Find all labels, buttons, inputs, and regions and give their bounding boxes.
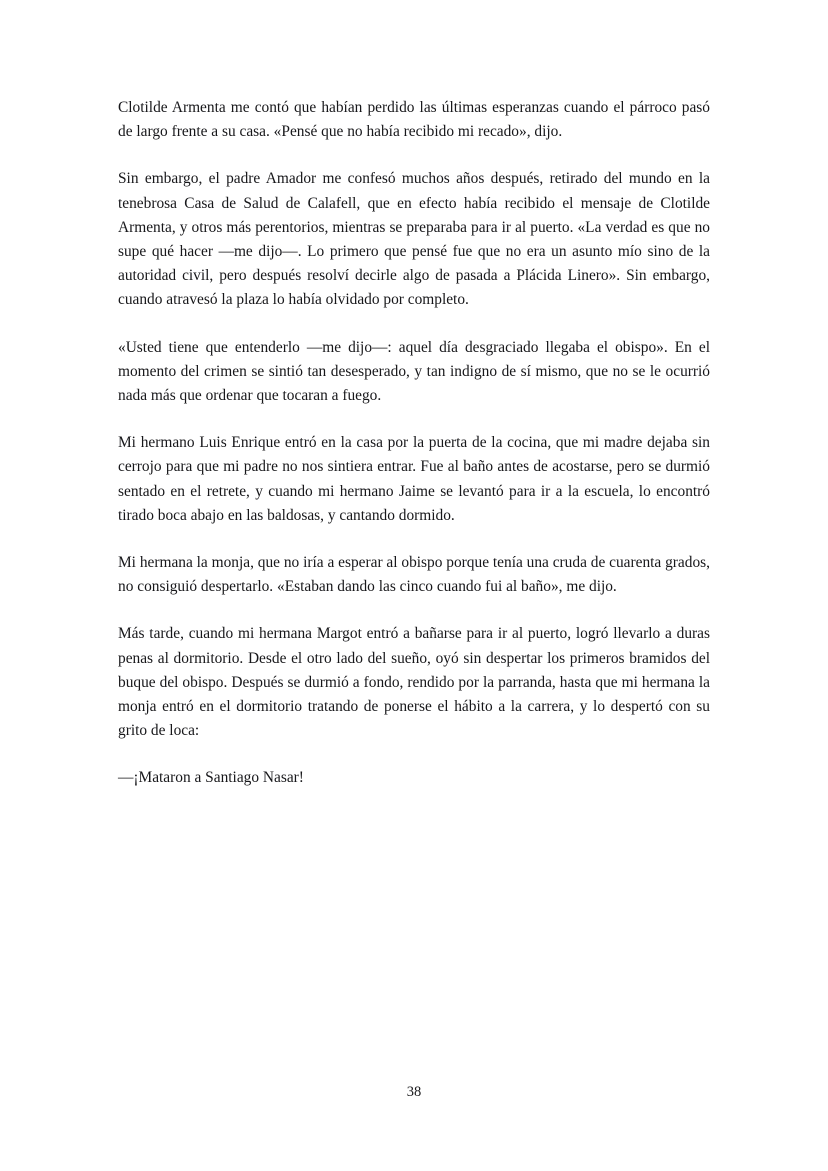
paragraph: Sin embargo, el padre Amador me confesó muchos años después, retirado del mundo en la tenebrosa Casa de Salud de Calafell, que en efecto había recibido el mensaje de Clotilde Armenta, y otros más perentorios, mientras se preparaba para ir al puerto. «La verdad es que no supe qué hacer —me dijo—. Lo primero que pensé fue que no era un asunto mío sino de la autoridad civil, pero después resolví decirle algo de pasada a Plácida Linero». Sin embargo, cuando atravesó la plaza lo había olvidado por completo. — [118, 170, 710, 309]
paragraph-dialogue-line: —¡Mataron a Santiago Nasar! — [118, 769, 304, 787]
page-body-text — [118, 96, 710, 791]
paragraph: «Usted tiene que entenderlo —me dijo—: aquel día desgraciado llegaba el obispo». En el momento del crimen se sintió tan desesperado, y tan indigno de sí mismo, que no se le ocurrió nada más que ordenar que tocaran a fuego. — [118, 338, 710, 405]
paragraph: Clotilde Armenta me contó que habían perdido las últimas esperanzas cuando el párroco pasó de largo frente a su casa. «Pensé que no había recibido mi recado», dijo. — [118, 99, 710, 141]
paragraph: Mi hermana la monja, que no iría a esperar al obispo porque tenía una cruda de cuarenta grados, no consiguió despertarlo. «Estaban dando las cinco cuando fui al baño», me dijo. — [118, 554, 710, 596]
page-number: 38 — [406, 1084, 422, 1100]
paragraph: Más tarde, cuando mi hermana Margot entró a bañarse para ir al puerto, logró llevarlo a duras penas al dormitorio. Desde el otro lado del sueño, oyó sin despertar los primeros bramidos del buque del obispo. Después se durmió a fondo, rendido por la parranda, hasta que mi hermana la monja entró en el dormitorio tratando de ponerse el hábito a la carrera, y lo despertó con su grito de loca: — [118, 625, 710, 740]
paragraph: Mi hermano Luis Enrique entró en la casa por la puerta de la cocina, que mi madre dejaba sin cerrojo para que mi padre no nos sintiera entrar. Fue al baño antes de acostarse, pero se durmió sentado en el retrete, y cuando mi hermano Jaime se levantó para ir a la escuela, lo encontró tirado boca abajo en las baldosas, y cantando dormido. — [118, 434, 710, 524]
